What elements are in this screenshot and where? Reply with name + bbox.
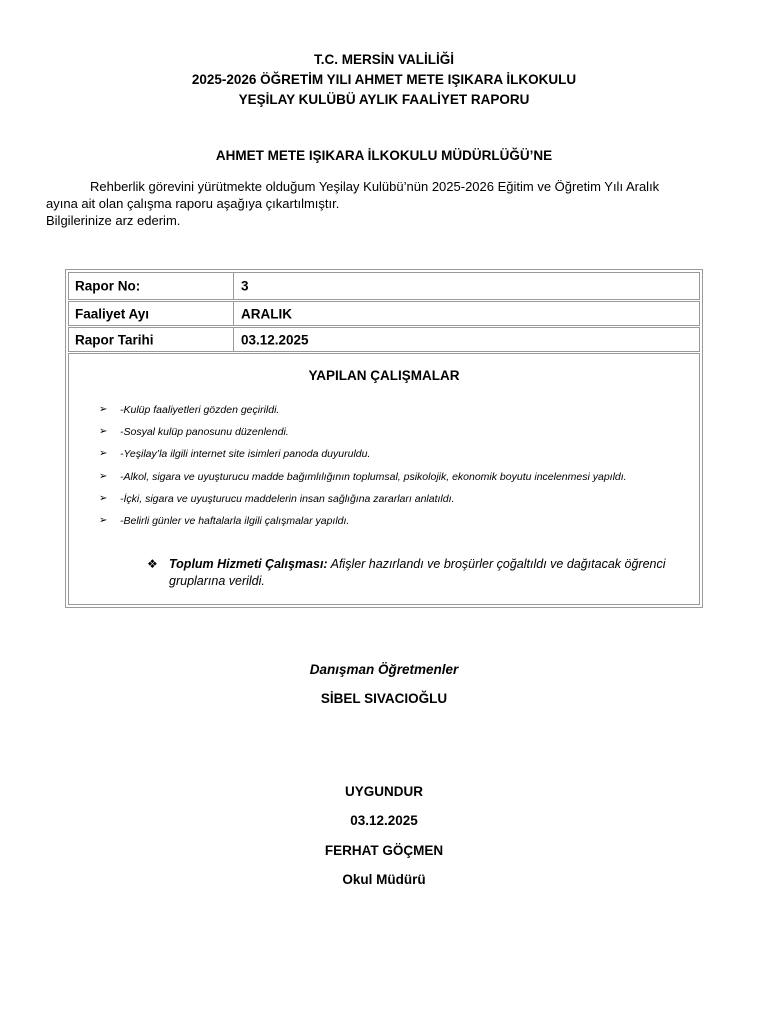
report-table	[65, 269, 703, 608]
arrow-bullet-icon: ➢	[99, 514, 108, 526]
arrow-bullet-icon: ➢	[99, 470, 108, 482]
header-line-report-title: YEŞİLAY KULÜBÜ AYLIK FAALİYET RAPORU	[238, 92, 530, 107]
advisor-title: Danışman Öğretmenler	[309, 662, 459, 677]
rapor-tarihi-value: 03.12.2025	[241, 332, 309, 347]
header-line-governorship: T.C. MERSİN VALİLİĞİ	[313, 52, 454, 67]
column-divider	[233, 302, 234, 325]
row-rapor-no	[68, 272, 700, 300]
arrow-bullet-icon: ➢	[99, 426, 108, 438]
work-title: YAPILAN ÇALIŞMALAR	[308, 368, 460, 383]
principal-name: FERHAT GÖÇMEN	[324, 842, 444, 858]
row-rapor-tarihi	[68, 327, 700, 352]
arrow-bullet-icon: ➢	[99, 492, 108, 504]
column-divider	[233, 273, 234, 299]
work-section: YAPILAN ÇALIŞMALAR ➢ -Kulüp faaliyetleri gözden geçirildi. ➢ -Sosyal kulüp panosunu düzenlendi. ➢ -Yeşilay’la ilgili internet site isimleri panoda duyuruldu. ➢ -Alkol, sigara ve uyuşturucu madde bağımlılığının toplumsal, psikolojik, ekonomik boyutu incelenmesi yapıldı. ➢ -İçki, sigara ve uyuşturucu maddelerin insan sağlığına zararları anlatıldı. ➢ -Belirli günler ve haftalarla ilgili çalışmalar yapıldı. ❖ Toplum Hizmeti Çalışması: Afişler hazırlandı ve broşürler çoğaltıldı ve dağıtacak öğrenci gruplarına verildi.	[68, 353, 700, 605]
column-divider	[233, 328, 234, 351]
addressee: AHMET METE IŞIKARA İLKOKULU MÜDÜRLÜĞÜ’NE	[215, 148, 553, 163]
document-header	[0, 50, 768, 110]
advisor-name: SİBEL SIVACIOĞLU	[320, 691, 448, 706]
principal-role: Okul Müdürü	[342, 871, 426, 887]
approval-date: 03.12.2025	[350, 813, 418, 829]
rapor-no-value: 3	[241, 278, 249, 294]
community-service	[147, 556, 682, 590]
intro-line-2: ayına ait olan çalışma raporu aşağıya çıkartılmıştır.	[46, 196, 340, 211]
faaliyet-ayi-label: Faaliyet Ayı	[75, 306, 150, 321]
rapor-tarihi-label: Rapor Tarihi	[75, 332, 154, 347]
intro-line-1: Rehberlik görevini yürütmekte olduğum Yeşilay Kulübü’nün 2025-2026 Eğitim ve Öğretim Yılı Aralık	[90, 179, 660, 194]
approval-status: UYGUNDUR	[344, 784, 423, 799]
row-faaliyet-ayi	[68, 301, 700, 326]
rapor-no-label: Rapor No:	[75, 278, 141, 294]
arrow-bullet-icon: ➢	[99, 404, 108, 415]
header-line-school: 2025-2026 ÖĞRETİM YILI AHMET METE IŞIKARA İLKOKULU	[191, 72, 577, 87]
arrow-bullet-icon: ➢	[99, 448, 108, 460]
intro-paragraph	[46, 178, 726, 229]
community-text: Afişler hazırlandı ve broşürler çoğaltıldı ve dağıtacak öğrenci gruplarına verildi.	[169, 557, 666, 588]
diamond-bullet-icon: ❖	[147, 557, 158, 571]
faaliyet-ayi-value: ARALIK	[241, 306, 292, 321]
intro-line-3: Bilgilerinize arz ederim.	[46, 213, 181, 228]
community-label: Toplum Hizmeti Çalışması:	[169, 557, 328, 571]
approval-block	[0, 777, 768, 894]
